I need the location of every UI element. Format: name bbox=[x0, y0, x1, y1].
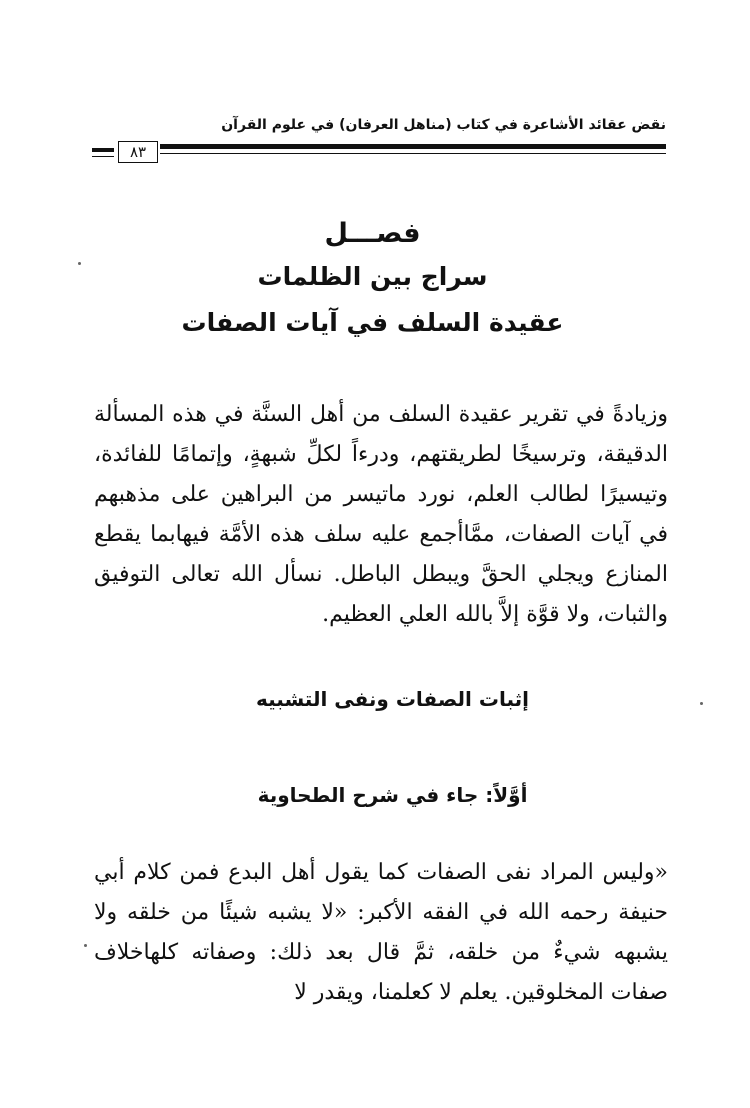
scan-speck bbox=[78, 262, 81, 265]
page-number: ٨٣ bbox=[118, 141, 158, 163]
header-rule-left bbox=[92, 148, 114, 152]
scan-speck bbox=[84, 944, 87, 947]
chapter-title: سراج بين الظلمات bbox=[257, 262, 488, 291]
running-header-title: نقض عقائد الأشاعرة في كتاب (مناهل العرفان) في علوم القرآن bbox=[221, 117, 666, 133]
header-rule-left-thin bbox=[92, 156, 114, 157]
quote-paragraph: «وليس المراد نفى الصفات كما يقول أهل البدع فمن كلام أبي حنيفة رحمه الله في الفقه الأكبر: «لا يشبه شيئًا من خلقه ولا يشبهه شيءٌ من خلقه، ثمَّ قال بعد ذلك: وصفاته كلهاخلاف صفات المخلوقين. يعلم لا كعلمنا، ويقدر لا bbox=[94, 860, 668, 1005]
chapter-subtitle: عقيدة السلف في آيات الصفات bbox=[181, 308, 564, 337]
intro-paragraph: وزيادةً في تقرير عقيدة السلف من أهل السنَّة في هذه المسألة الدقيقة، وترسيخًا لطريقتهم، ودرءاً لكلِّ شبهةٍ، وإتمامًا للفائدة، وتيسيرًا لطالب العلم، نورد ماتيسر من البراهين على مذهبهم في آيات الصفات، ممَّاأجمع عليه سلف هذه الأمَّة فيهابما يقطع المنازع ويجلي الحقَّ ويبطل الباطل. نسأل الله تعالى التوفيق والثبات، ولا قوَّة إلاَّ بالله العلي العظيم. bbox=[94, 402, 668, 627]
subsection-heading: أوَّلاً: جاء في شرح الطحاوية bbox=[257, 783, 528, 807]
section-heading: إثبات الصفات ونفى التشبيه bbox=[255, 687, 529, 711]
header-rule-right-thin bbox=[160, 153, 666, 154]
header-rule-right bbox=[160, 144, 666, 149]
chapter-label: فصـــل bbox=[324, 218, 421, 249]
scan-speck bbox=[700, 702, 703, 705]
